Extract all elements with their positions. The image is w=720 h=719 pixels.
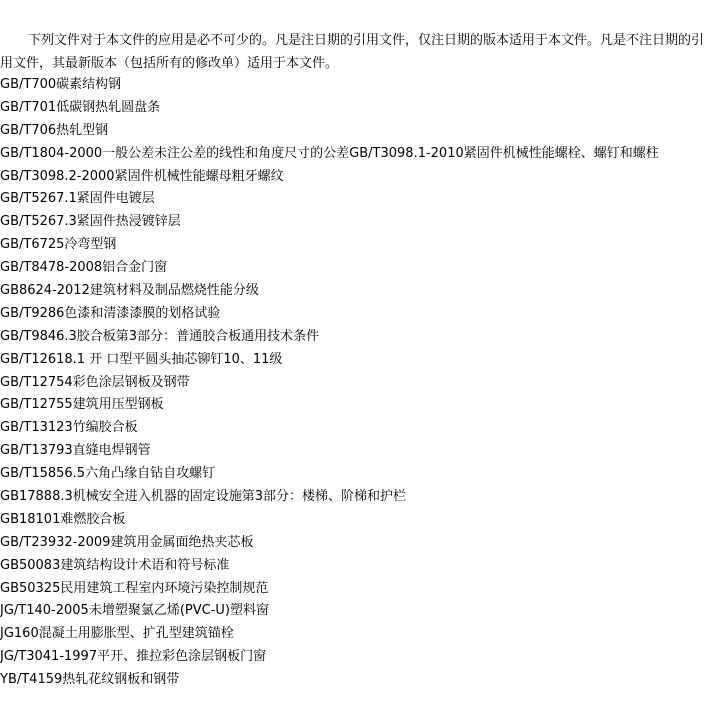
reference-item: GB/T700碳素结构钢 — [0, 77, 122, 92]
reference-item: GB/T8478-2008铝合金门窗 — [0, 260, 168, 276]
reference-item: GB/T1804-2000一般公差未注公差的线性和角度尺寸的公差GB/T3098.1-2010紧固件机械性能螺栓、螺钉和螺柱 — [0, 145, 659, 161]
reference-item: JG/T3041-1997平开、推拉彩色涂层钢板门窗 — [0, 649, 267, 665]
intro-paragraph: 下列文件对于本文件的应用是必不可少的。凡是注日期的引用文件，仅注日期的版本适用于本文件。凡是不注日期的引用文件，其最新版本（包括所有的修改单）适用于本文件。 — [0, 33, 705, 71]
reference-item: GB18101难燃胶合板 — [0, 511, 126, 527]
reference-item: JG160混凝土用膨胀型、扩孔型建筑锚栓 — [0, 626, 234, 642]
reference-item: GB50325民用建筑工程室内环境污染控制规范 — [0, 580, 269, 596]
reference-item: GB/T23932-2009建筑用金属面绝热夹芯板 — [0, 534, 254, 550]
reference-item: GB/T9286色漆和清漆漆膜的划格试验 — [0, 305, 221, 321]
reference-item: GB/T6725冷弯型钢 — [0, 237, 117, 253]
reference-item: YB/T4159热轧花纹钢板和钢带 — [0, 672, 180, 688]
reference-item: GB17888.3机械安全进入机器的固定设施第3部分：楼梯、阶梯和护栏 — [0, 489, 407, 505]
reference-item: GB8624-2012建筑材料及制品燃烧性能分级 — [0, 283, 259, 299]
reference-item: GB/T5267.3紧固件热浸镀锌层 — [0, 214, 181, 230]
reference-item: GB/T12755建筑用压型钢板 — [0, 397, 164, 413]
reference-item: GB/T3098.2-2000紧固件机械性能螺母粗牙螺纹 — [0, 168, 284, 184]
reference-item: GB/T12618.1 开 口型平圆头抽芯铆钉10、11级 — [0, 351, 283, 367]
reference-item: GB/T9846.3胶合板第3部分：普通胶合板通用技术条件 — [0, 328, 320, 344]
reference-item: GB/T12754彩色涂层钢板及钢带 — [0, 374, 190, 390]
reference-item: GB/T13123竹编胶合板 — [0, 420, 138, 436]
reference-item: GB/T13793直缝电焊钢管 — [0, 443, 151, 459]
reference-item: GB/T706热轧型钢 — [0, 122, 109, 138]
reference-item: GB/T5267.1紧固件电镀层 — [0, 191, 155, 207]
reference-item: GB/T15856.5六角凸缘自钻自攻螺钉 — [0, 466, 216, 482]
reference-item: GB/T701低碳钢热轧圆盘条 — [0, 99, 161, 115]
reference-list — [0, 74, 720, 692]
reference-item: JG/T140-2005未增塑聚氯乙烯(PVC-U)塑料窗 — [0, 603, 269, 619]
reference-item: GB50083建筑结构设计术语和符号标准 — [0, 557, 230, 573]
